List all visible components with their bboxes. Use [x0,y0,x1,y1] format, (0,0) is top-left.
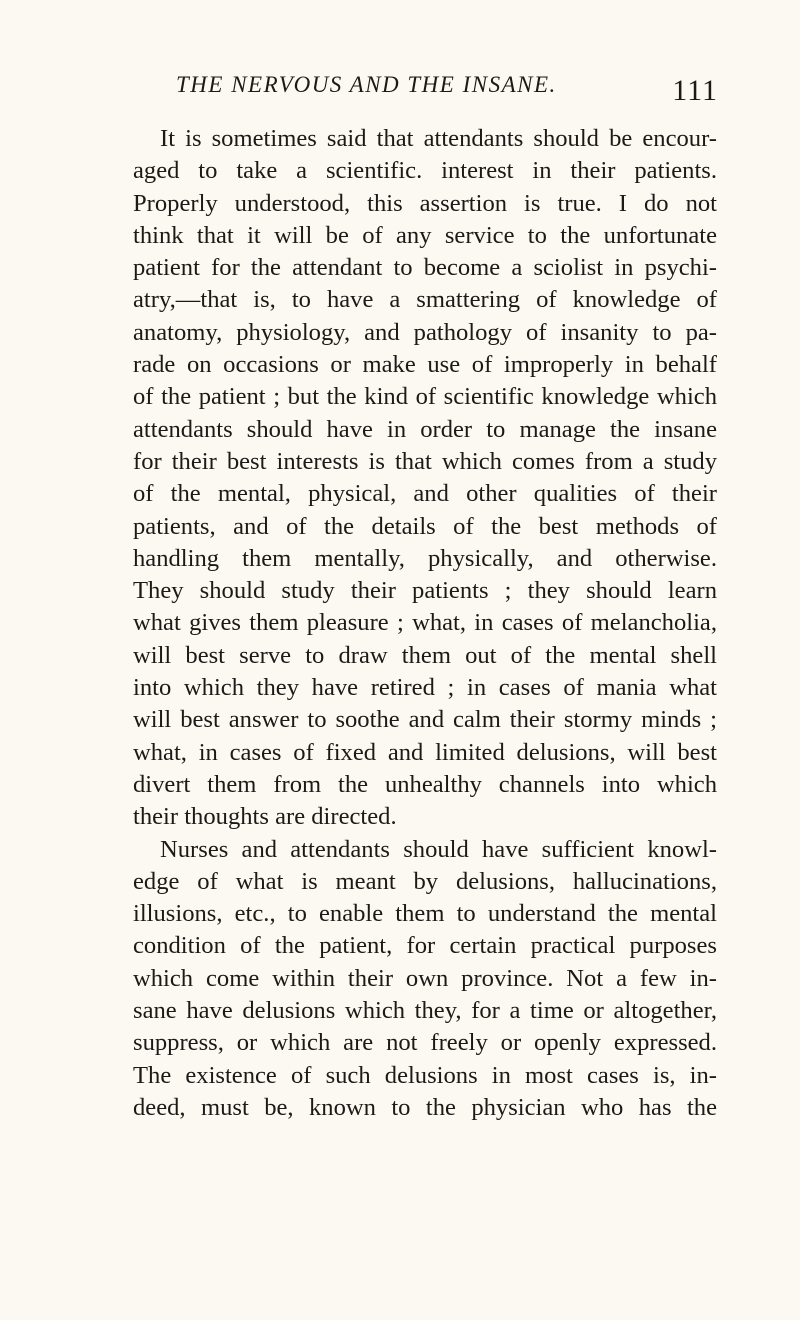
text-line: which come within their own province. Not a few in- [133,964,717,992]
text-line: will best answer to soothe and calm their stormy minds ; [133,706,717,734]
text-line: will best serve to draw them out of the mental shell [133,641,717,669]
text-line: into which they have retired ; in cases of mania what [133,674,717,702]
text-line: what, in cases of fixed and limited delusions, will best [133,738,717,766]
text-line: patient for the attendant to become a sciolist in psychi- [133,254,717,282]
text-line: They should study their patients ; they should learn [133,577,717,605]
text-line: handling them mentally, physically, and otherwise. [133,544,717,572]
text-line: attendants should have in order to manage the insane [133,415,717,443]
text-line: suppress, or which are not freely or openly expressed. [133,1029,717,1057]
text-line: for their best interests is that which comes from a study [133,447,717,475]
text-line: what gives them pleasure ; what, in cases of melancholia, [133,609,717,637]
text-line: It is sometimes said that attendants should be encour- [160,125,717,152]
text-line: divert them from the unhealthy channels into which [133,770,717,798]
text-line: of the mental, physical, and other qualities of their [133,480,717,508]
text-line: their thoughts are directed. [133,803,397,831]
text-line: illusions, etc., to enable them to understand the mental [133,900,717,928]
body-text [133,123,717,1124]
text-line: think that it will be of any service to the unfortunate [133,221,717,249]
text-line: patients, and of the details of the best methods of [133,512,717,540]
text-line: anatomy, physiology, and pathology of insanity to pa- [133,318,717,346]
text-line: deed, must be, known to the physician who has the [133,1093,717,1121]
text-line: of the patient ; but the kind of scientific knowledge which [133,383,717,411]
text-line: sane have delusions which they, for a time or altogether, [133,997,717,1025]
text-line: aged to take a scientific. interest in their patients. [133,157,717,185]
text-line: atry,—that is, to have a smattering of knowledge of [133,286,717,314]
text-line: The existence of such delusions in most cases is, in- [133,1061,717,1089]
page-number: 111 [672,74,718,107]
text-line: Nurses and attendants should have sufficient knowl- [160,835,717,863]
running-title: THE NERVOUS AND THE INSANE. [176,72,557,97]
text-line: condition of the patient, for certain practical purposes [133,932,717,960]
text-line: Properly understood, this assertion is true. I do not [133,189,717,217]
text-line: edge of what is meant by delusions, hallucinations, [133,867,717,895]
running-head [130,72,720,108]
text-line: rade on occasions or make use of improperly in behalf [133,351,717,379]
